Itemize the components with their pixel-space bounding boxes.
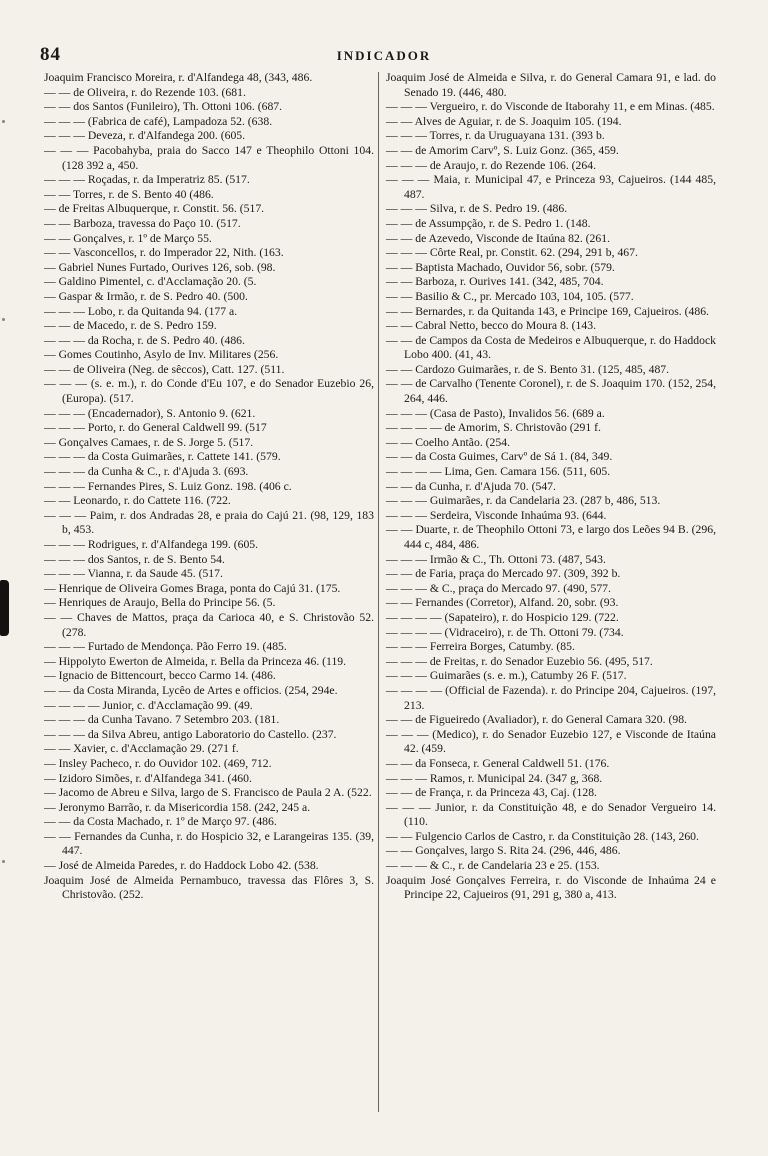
directory-entry: — — — Porto, r. do General Caldwell 99. (517 (44, 421, 267, 435)
running-head: INDICADOR (336, 48, 432, 63)
directory-entry: — — Gonçalves, r. 1º de Março 55. (44, 231, 212, 245)
directory-entry: — Izidoro Simões, r. d'Alfandega 341. (460. (44, 771, 252, 785)
directory-entry: — de Freitas Albuquerque, r. Constit. 56. (517. (44, 202, 265, 216)
directory-entry: — — Cabral Netto, becco do Moura 8. (143. (386, 319, 596, 333)
directory-entry: — — da Costa Machado, r. 1º de Março 97. (486. (44, 815, 277, 829)
directory-entry: — — — Côrte Real, pr. Constit. 62. (294, 291 b, 467. (386, 246, 638, 260)
directory-entry: — — Gonçalves, largo S. Rita 24. (296, 446, 486. (386, 844, 621, 858)
directory-entry: — — Fulgencio Carlos de Castro, r. da Constituição 28. (143, 260. (386, 829, 699, 843)
directory-entry: — — — Guimarães (s. e. m.), Catumby 26 F. (517. (386, 669, 627, 683)
directory-entry: — — — — de Amorim, S. Christovão (291 f. (386, 421, 601, 435)
directory-entry: — — — (Medico), r. do Senador Euzebio 127, e Visconde de Itaúna 42. (459. (386, 727, 716, 756)
directory-entry: — — — da Cunha & C., r. d'Ajuda 3. (693. (44, 465, 249, 479)
directory-entry: — — — dos Santos, r. de S. Bento 54. (44, 552, 225, 566)
directory-entry: — — — & C., praça do Mercado 97. (490, 577. (386, 581, 611, 595)
directory-entry: — — — Irmão & C., Th. Ottoni 73. (487, 543. (386, 552, 606, 566)
directory-entry: — — — da Silva Abreu, antigo Laboratorio do Castello. (237. (44, 727, 337, 741)
directory-entry: — — de Figueiredo (Avaliador), r. do General Camara 320. (98. (386, 713, 687, 727)
directory-entry: — — — — (Sapateiro), r. do Hospicio 129. (722. (386, 610, 619, 624)
directory-entry: — — Baptista Machado, Ouvidor 56, sobr. (579. (386, 260, 615, 274)
directory-entry: — — — Pacobahyba, praia do Sacco 147 e Theophilo Ottoni 104. (128 392 a, 450. (44, 143, 374, 172)
directory-entry: — — — da Cunha Tavano. 7 Setembro 203. (181. (44, 713, 280, 727)
directory-entry: — — — Rodrigues, r. d'Alfandega 199. (605. (44, 538, 259, 551)
directory-entry: Joaquim José Gonçalves Ferreira, r. do Visconde de Inhaúma 24 e Principe 22, Cajueiros (91, 291 g, 380 a, 413. (386, 873, 716, 902)
directory-entry: Joaquim José de Almeida e Silva, r. do General Camara 91, e lad. do Senado 19. (446, 480. (386, 71, 716, 99)
directory-entry: — Gomes Coutinho, Asylo de Inv. Militares (256. (44, 348, 279, 362)
directory-entry: — — da Fonseca, r. General Caldwell 51. (176. (386, 756, 610, 770)
directory-entry: — — — — (Official de Fazenda). r. do Principe 204, Cajueiros. (197, 213. (386, 683, 716, 712)
directory-entry: — — de Assumpção, r. de S. Pedro 1. (148. (386, 216, 591, 230)
right-column (386, 71, 716, 903)
directory-entry: — — de Azevedo, Visconde de Itaúna 82. (261. (386, 231, 611, 245)
directory-entry: — — dos Santos (Funileiro), Th. Ottoni 106. (687. (44, 100, 283, 114)
directory-entry: — — — Serdeira, Visconde Inhaúma 93. (644. (386, 508, 607, 522)
directory-entry: — — — de Freitas, r. do Senador Euzebio 56. (495, 517. (386, 654, 653, 668)
scan-speck (2, 120, 5, 123)
directory-entry: — — de Campos da Costa de Medeiros e Albuquerque, r. do Haddock Lobo 400. (41, 43. (386, 333, 716, 362)
directory-entry: — — de França, r. da Princeza 43, Caj. (128. (386, 786, 597, 800)
directory-entry: — — — — Junior, c. d'Acclamação 99. (49. (44, 698, 253, 712)
directory-entry: — — de Oliveira, r. do Rezende 103. (681. (44, 85, 246, 99)
directory-entry: — — Vasconcellos, r. do Imperador 22, Nith. (163. (44, 246, 284, 260)
directory-entry: — — — Deveza, r. d'Alfandega 200. (605. (44, 129, 246, 143)
directory-entry: — — de Carvalho (Tenente Coronel), r. de S. Joaquim 170. (152, 254, 264, 446. (386, 377, 716, 406)
directory-entry: — — de Oliveira (Neg. de sêccos), Catt. 127. (511. (44, 362, 285, 376)
directory-entry: — — — Junior, r. da Constituição 48, e do Senador Vergueiro 14. (110. (386, 800, 716, 829)
directory-entry: — — — Torres, r. da Uruguayana 131. (393 b. (386, 129, 605, 143)
directory-entry: — — — Lobo, r. da Quitanda 94. (177 a. (44, 304, 238, 318)
directory-entry: — — Leonardo, r. do Cattete 116. (722. (44, 494, 231, 508)
directory-entry: — — Basilio & C., pr. Mercado 103, 104, 105. (577. (386, 289, 634, 303)
directory-entry: — — — da Costa Guimarães, r. Cattete 141. (579. (44, 450, 281, 464)
directory-entry: — — — Vianna, r. da Saude 45. (517. (44, 567, 223, 581)
directory-entry: — — Coelho Antão. (254. (386, 435, 511, 449)
directory-entry: — Gonçalves Camaes, r. de S. Jorge 5. (517. (44, 435, 254, 449)
directory-entry: — — — Furtado de Mendonça. Pão Ferro 19. (485. (44, 640, 287, 654)
directory-entry: — Ignacio de Bittencourt, becco Carmo 14. (486. (44, 669, 276, 683)
directory-entry: — — — Paim, r. dos Andradas 28, e praia do Cajú 21. (98, 129, 183 b, 453. (44, 508, 374, 537)
directory-entry: — José de Almeida Paredes, r. do Haddock Lobo 42. (538. (44, 859, 319, 873)
directory-entry: — Gabriel Nunes Furtado, Ourives 126, sob. (98. (44, 260, 276, 274)
directory-entry: — — de Faria, praça do Mercado 97. (309, 392 b. (386, 567, 621, 581)
directory-entry: — — — de Araujo, r. do Rezende 106. (264. (386, 158, 597, 172)
directory-entry: — — — (Encadernador), S. Antonio 9. (621. (44, 406, 256, 420)
directory-entry: — — — (Fabrica de café), Lampadoza 52. (638. (44, 114, 273, 128)
page-number: 84 (40, 44, 61, 65)
directory-entry: — — — Ferreira Borges, Catumby. (85. (386, 640, 575, 654)
directory-entry: — — — — (Vidraceiro), r. de Th. Ottoni 79. (734. (386, 625, 624, 639)
directory-entry: — — — da Rocha, r. de S. Pedro 40. (486. (44, 333, 245, 347)
column-divider (378, 72, 379, 1112)
directory-entry: — — Fernandes (Corretor), Alfand. 20, sobr. (93. (386, 596, 619, 610)
directory-entry: — Jeronymo Barrão, r. da Misericordia 158. (242, 245 a. (44, 800, 311, 814)
directory-entry: — — de Amorim Carvº, S. Luiz Gonz. (365, 459. (386, 143, 619, 157)
directory-entry: — — — Silva, r. de S. Pedro 19. (486. (386, 202, 568, 216)
directory-entry: — — — (s. e. m.), r. do Conde d'Eu 107, e do Senador Euzebio 26, (Europa). (517. (44, 377, 374, 406)
directory-entry: — — da Cunha, r. d'Ajuda 70. (547. (386, 479, 556, 493)
directory-entry: — — Cardozo Guimarães, r. de S. Bento 31. (125, 485, 487. (386, 362, 670, 376)
directory-entry: — — Xavier, c. d'Acclamação 29. (271 f. (44, 742, 239, 756)
scan-binding-mark (0, 580, 9, 636)
directory-entry: Joaquim Francisco Moreira, r. d'Alfandega 48, (343, 486. (44, 71, 313, 84)
scan-speck (2, 860, 5, 863)
directory-entry: — — — Guimarães, r. da Candelaria 23. (287 b, 486, 513. (386, 494, 661, 508)
directory-entry: — — Barboza, r. Ourives 141. (342, 485, 704. (386, 275, 604, 289)
left-column (44, 71, 374, 903)
directory-entry: — — Torres, r. de S. Bento 40 (486. (44, 187, 214, 201)
directory-entry: — — — Fernandes Pires, S. Luiz Gonz. 198. (406 c. (44, 479, 292, 493)
directory-entry: — — — Maia, r. Municipal 47, e Princeza 93, Cajueiros. (144 485, 487. (386, 173, 716, 201)
directory-entry: — — Duarte, r. de Theophilo Ottoni 73, e largo dos Leões 94 B. (296, 444 c, 484, 486. (386, 523, 716, 551)
directory-entry: — — — — Lima, Gen. Camara 156. (511, 605. (386, 465, 611, 479)
directory-entry: — — Chaves de Mattos, praça da Carioca 40, e S. Christovão 52. (278. (44, 610, 374, 639)
directory-entry: — — — Roçadas, r. da Imperatriz 85. (517. (44, 173, 250, 187)
directory-entry: — Galdino Pimentel, c. d'Acclamação 20. (5. (44, 275, 257, 289)
directory-entry: — — Bernardes, r. da Quitanda 143, e Principe 169, Cajueiros. (486. (386, 304, 709, 318)
directory-entry: — Insley Pacheco, r. do Ouvidor 102. (469, 712. (44, 756, 272, 770)
directory-entry: — Gaspar & Irmão, r. de S. Pedro 40. (500. (44, 289, 248, 303)
directory-entry: — — da Costa Guimes, Carvº de Sá 1. (84, 349. (386, 450, 613, 464)
directory-entry: — Henrique de Oliveira Gomes Braga, ponta do Cajú 31. (175. (44, 581, 341, 595)
directory-entry: — — — Ramos, r. Municipal 24. (347 g, 368. (386, 771, 603, 785)
directory-entry: — — de Macedo, r. de S. Pedro 159. (44, 319, 217, 333)
directory-entry: Joaquim José de Almeida Pernambuco, travessa das Flôres 3, S. Christovão. (252. (44, 873, 374, 902)
directory-entry: — Jacomo de Abreu e Silva, largo de S. Francisco de Paula 2 A. (522. (44, 786, 372, 800)
directory-entry: — — da Costa Miranda, Lycêo de Artes e officios. (254, 294e. (44, 683, 338, 697)
directory-entry: — — Barboza, travessa do Paço 10. (517. (44, 216, 241, 230)
directory-entry: — — Fernandes da Cunha, r. do Hospicio 32, e Larangeiras 135. (39, 447. (44, 829, 374, 858)
directory-entry: — Hippolyto Ewerton de Almeida, r. Bella da Princeza 46. (119. (44, 654, 347, 668)
directory-entry: — — — Vergueiro, r. do Visconde de Itaborahy 11, e em Minas. (485. (386, 100, 715, 114)
directory-entry: — — Alves de Aguiar, r. de S. Joaquim 105. (194. (386, 114, 622, 128)
directory-entry: — Henriques de Araujo, Bella do Principe 56. (5. (44, 596, 276, 610)
scan-speck (2, 318, 5, 321)
directory-entry: — — — & C., r. de Candelaria 23 e 25. (153. (386, 859, 600, 873)
directory-entry: — — — (Casa de Pasto), Invalidos 56. (689 a. (386, 406, 605, 420)
